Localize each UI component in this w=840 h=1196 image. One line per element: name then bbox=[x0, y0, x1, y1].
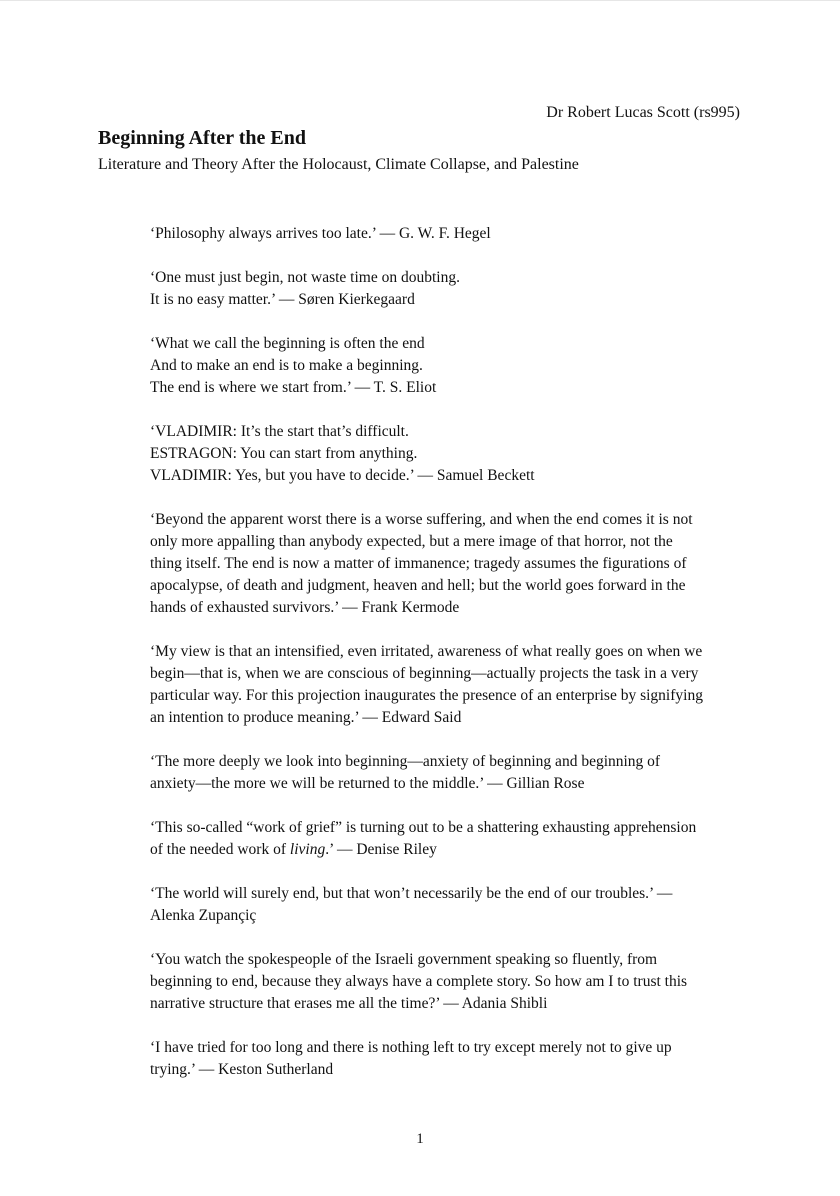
quote-line: beginning to end, because they always have a complete story. So how am I to trust this bbox=[150, 973, 688, 990]
quote-line: apocalypse, of death and judgment, heaven and hell; but the world goes forward in the bbox=[150, 577, 686, 594]
quote-line: ESTRAGON: You can start from anything. bbox=[150, 445, 418, 462]
quote-line: thing itself. The end is now a matter of immanence; tragedy assumes the figurations of bbox=[150, 555, 687, 572]
quote-line: only more appalling than anybody expected, but a mere image of that horror, not the bbox=[150, 533, 673, 550]
epigraph-quote-kierkegaard bbox=[150, 267, 750, 311]
quote-text: of the needed work of bbox=[150, 841, 290, 858]
document-subtitle: Literature and Theory After the Holocaust, Climate Collapse, and Palestine bbox=[98, 156, 579, 173]
epigraph-quote-said bbox=[150, 641, 750, 729]
epigraph-list bbox=[150, 223, 750, 1103]
quote-line: And to make an end is to make a beginning. bbox=[150, 357, 423, 374]
epigraph-quote-sutherland bbox=[150, 1037, 750, 1081]
quote-line: ‘The world will surely end, but that won’t necessarily be the end of our troubles.’ — bbox=[150, 885, 673, 902]
epigraph-quote-eliot bbox=[150, 333, 750, 399]
quote-line: ‘I have tried for too long and there is nothing left to try except merely not to give up bbox=[150, 1039, 672, 1056]
quote-line: ‘Beyond the apparent worst there is a worse suffering, and when the end comes it is not bbox=[150, 511, 693, 528]
document-title: Beginning After the End bbox=[98, 127, 306, 149]
quote-line: ‘The more deeply we look into beginning—anxiety of beginning and beginning of bbox=[150, 753, 661, 770]
quote-line: The end is where we start from.’ — T. S. Eliot bbox=[150, 379, 437, 396]
quote-line: Alenka Zupançiç bbox=[150, 907, 257, 924]
epigraph-quote-hegel bbox=[150, 223, 750, 245]
epigraph-quote-riley bbox=[150, 817, 750, 861]
epigraph-quote-beckett bbox=[150, 421, 750, 487]
quote-line: ‘This so-called “work of grief” is turning out to be a shattering exhausting apprehension bbox=[150, 819, 697, 836]
epigraph-quote-rose bbox=[150, 751, 750, 795]
quote-line: ‘My view is that an intensified, even irritated, awareness of what really goes on when we bbox=[150, 643, 703, 660]
quote-line: an intention to produce meaning.’ — Edward Said bbox=[150, 709, 462, 726]
page-number: 1 bbox=[416, 1131, 424, 1147]
quote-emphasis: living bbox=[289, 841, 326, 858]
quote-line: ‘VLADIMIR: It’s the start that’s difficult. bbox=[150, 423, 409, 440]
quote-line: ‘You watch the spokespeople of the Israeli government speaking so fluently, from bbox=[150, 951, 658, 968]
epigraph-quote-shibli bbox=[150, 949, 750, 1015]
quote-line: ‘One must just begin, not waste time on doubting. bbox=[150, 269, 460, 286]
quote-line: anxiety—the more we will be returned to the middle.’ — Gillian Rose bbox=[150, 775, 585, 792]
quote-text: .’ — Denise Riley bbox=[325, 841, 437, 858]
quote-line: trying.’ — Keston Sutherland bbox=[150, 1061, 334, 1078]
quote-line: narrative structure that erases me all the time?’ — Adania Shibli bbox=[150, 995, 548, 1012]
quote-line: VLADIMIR: Yes, but you have to decide.’ — Samuel Beckett bbox=[150, 467, 535, 484]
epigraph-quote-kermode bbox=[150, 509, 750, 619]
quote-line-rich bbox=[150, 839, 750, 861]
quote-line: begin—that is, when we are conscious of beginning—actually projects the task in a very bbox=[150, 665, 699, 682]
quote-line: hands of exhausted survivors.’ — Frank Kermode bbox=[150, 599, 460, 616]
quote-line: ‘Philosophy always arrives too late.’ — G. W. F. Hegel bbox=[150, 225, 491, 242]
quote-line: particular way. For this projection inaugurates the presence of an enterprise by signifying bbox=[150, 687, 703, 704]
author-line: Dr Robert Lucas Scott (rs995) bbox=[546, 104, 740, 121]
epigraph-quote-zupancic bbox=[150, 883, 750, 927]
quote-line: It is no easy matter.’ — Søren Kierkegaard bbox=[150, 291, 415, 308]
quote-line: ‘What we call the beginning is often the end bbox=[150, 335, 425, 352]
